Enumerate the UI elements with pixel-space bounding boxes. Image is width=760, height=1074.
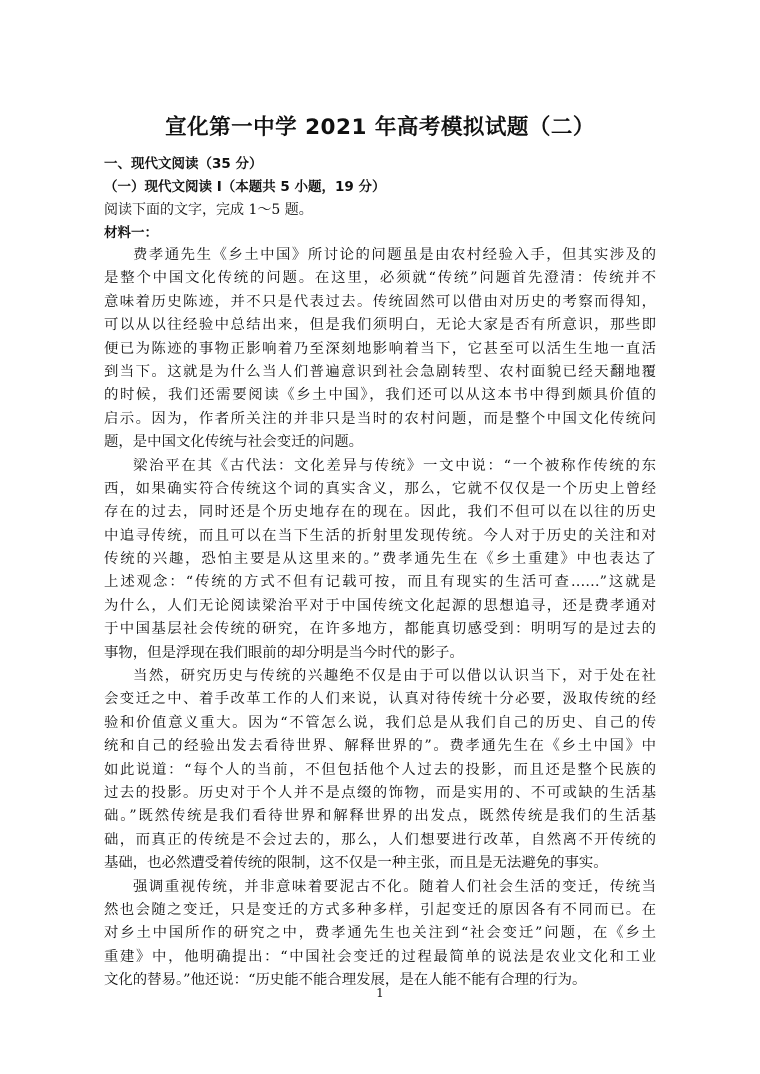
paragraph-line: 会变迁之中、着手改革工作的人们来说，认真对待传统十分必要，汲取传统的经: [104, 691, 656, 708]
subsection-heading: （一）现代文阅读 I（本题共 5 小题，19 分）: [104, 179, 386, 195]
paragraph-line: 梁治平在其《古代法：文化差异与传统》一文中说：“一个被称作传统的东: [133, 457, 656, 474]
paragraph-line: 可以从以往经验中总结出来，但是我们须明白，无论大家是否有所意识，那些即: [104, 317, 656, 334]
article-paragraph: [104, 455, 656, 666]
section-heading: 一、现代文阅读（35 分）: [104, 156, 263, 172]
paragraph-line: 便已为陈迹的事物正影响着乃至深刻地影响着当下，它甚至可以活生生地一直活: [104, 340, 656, 357]
instruction-text: 阅读下面的文字，完成 1～5 题。: [104, 202, 313, 218]
paragraph-line: 费孝通先生《乡土中国》所讨论的问题虽是由农村经验入手，但其实涉及的: [133, 247, 656, 263]
paragraph-line: 的时候，我们还需要阅读《乡土中国》，我们还可以从这本书中得到颇具价值的: [104, 387, 656, 404]
paragraph-line: 上述观念：“传统的方式不但有记载可按，而且有现实的生活可查……”这就是: [104, 574, 656, 591]
article-paragraph: [104, 876, 656, 993]
paragraph-line: 然也会随之变迁，只是变迁的方式多种多样，引起变迁的原因各有不同而已。在: [104, 901, 656, 918]
paragraph-line: 意味着历史陈迹，并不只是代表过去。传统固然可以借由对历史的考察而得知，: [104, 293, 656, 310]
paragraph-line: 题，是中国文化传统与社会变迁的问题。: [104, 434, 364, 451]
paragraph-line: 启示。因为，作者所关注的并非只是当时的农村问题，而是整个中国文化传统问: [104, 410, 656, 427]
article-paragraph: [104, 244, 656, 455]
article-body: [104, 244, 656, 993]
paragraph-line: 当然，研究历史与传统的兴趣绝不仅是由于可以借以认识当下，对于处在社: [133, 668, 656, 685]
paragraph-line: 存在的过去，同时还是个历史地存在的现在。因此，我们不但可以在以往的历史: [104, 504, 656, 521]
paragraph-line: 强调重视传统，并非意味着要泥古不化。随着人们社会生活的变迁，传统当: [133, 878, 656, 895]
paragraph-line: 对乡土中国所作的研究之中，费孝通先生也关注到“社会变迁”问题，在《乡土: [104, 925, 656, 942]
paragraph-line: 如此说道：“每个人的当前，不但包括他个人过去的投影，而且还是整个民族的: [104, 761, 656, 778]
paragraph-line: 基础，也必然遭受着传统的限制，这不仅是一种主张，而且是无法避免的事实。: [104, 855, 608, 872]
paragraph-line: 重建》中，他明确提出：“中国社会变迁的过程最简单的说法是农业文化和工业: [104, 948, 656, 965]
material-label: 材料一：: [104, 225, 158, 241]
paragraph-line: 到当下。这就是为什么当人们普遍意识到社会急剧转型、农村面貌已经天翻地覆: [104, 363, 656, 380]
paragraph-line: 于中国基层社会传统的研究，在许多地方，都能真切感受到：明明写的是过去的: [104, 621, 656, 638]
paragraph-line: 统和自己的经验出发去看待世界、解释世界的”。费孝通先生在《乡土中国》中: [104, 738, 656, 755]
paragraph-line: 是整个中国文化传统的问题。在这里，必须就“传统”问题首先澄清：传统并不: [104, 270, 656, 287]
paragraph-line: 中追寻传统，而且可以在当下生活的折射里发现传统。今人对于历史的关注和对: [104, 527, 656, 544]
paragraph-line: 础。”既然传统是我们看待世界和解释世界的出发点，既然传统是我们的生活基: [104, 808, 656, 825]
paragraph-line: 事物，但是浮现在我们眼前的却分明是当今时代的影子。: [104, 644, 464, 661]
paragraph-line: 西，如果确实符合传统这个词的真实含义，那么，它就不仅仅是一个历史上曾经: [104, 480, 656, 497]
paragraph-line: 过去的投影。历史对于个人并不是点缀的饰物，而是实用的、不可或缺的生活基: [104, 784, 656, 801]
paragraph-line: 验和价值意义重大。因为“不管怎么说，我们总是从我们自己的历史、自己的传: [104, 714, 656, 731]
paragraph-line: 文化的替易。”他还说：“历史能不能合理发展，是在人能不能有合理的行为。: [104, 972, 587, 989]
paragraph-line: 为什么，人们无论阅读梁治平对于中国传统文化起源的思想追寻，还是费孝通对: [104, 597, 656, 614]
paragraph-line: 础，而真正的传统是不会过去的，那么，人们想要进行改革，自然离不开传统的: [104, 831, 656, 848]
article-paragraph: [104, 665, 656, 876]
paragraph-line: 传统的兴趣，恐怕主要是从这里来的。”费孝通先生在《乡土重建》中也表达了: [104, 551, 656, 568]
exam-title: 宣化第一中学 2021 年高考模拟试题（二）: [165, 115, 595, 140]
page-number: 1: [376, 986, 384, 1000]
